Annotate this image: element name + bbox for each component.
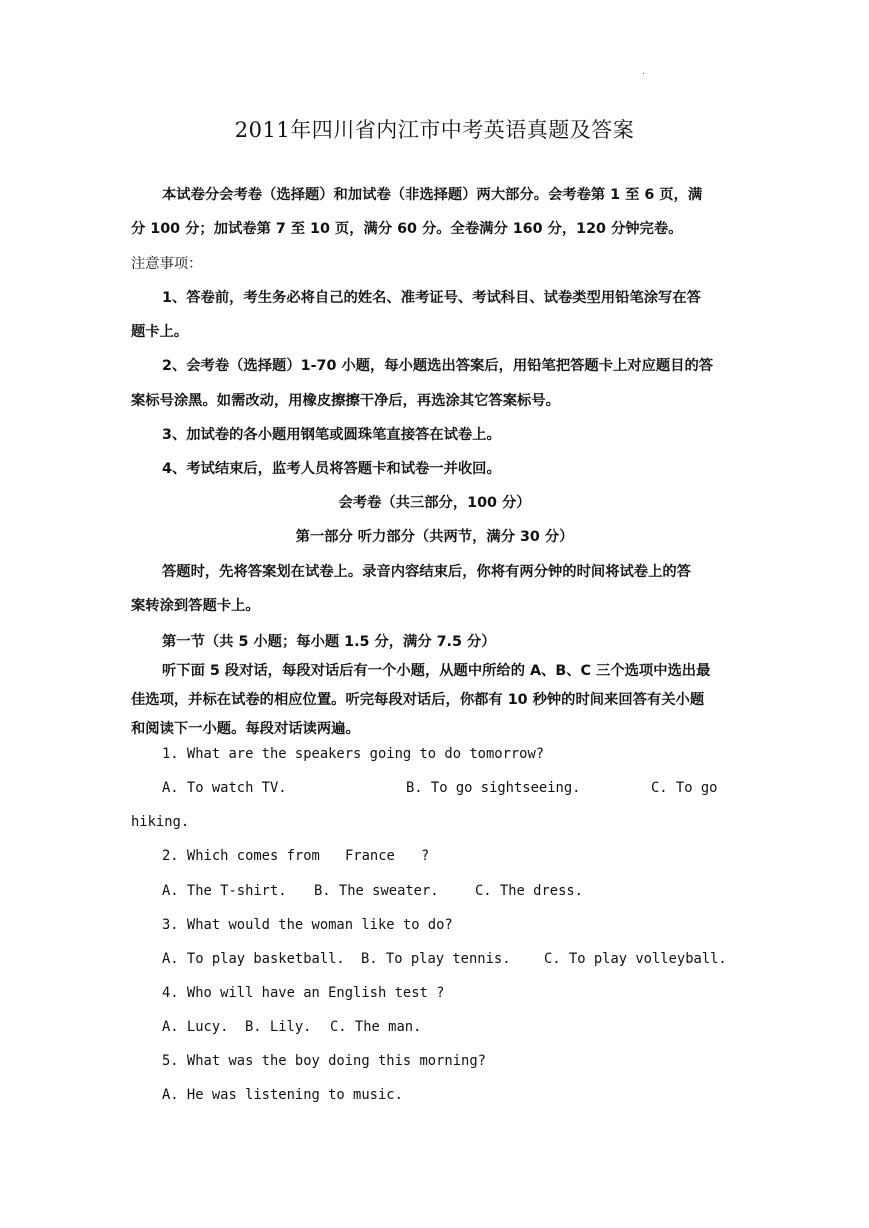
question-2-option-b: B. The sweater. xyxy=(314,883,439,899)
intro-line-1: 本试卷分会考卷（选择题）和加试卷（非选择题）两大部分。会考卷第 1 至 6 页，满 xyxy=(162,187,703,203)
question-3-option-c: C. To play volleyball. xyxy=(544,951,727,967)
question-3-option-b: B. To play tennis. xyxy=(361,951,511,967)
question-2-end: ? xyxy=(421,848,430,864)
question-5-option-a: A. He was listening to music. xyxy=(162,1087,403,1103)
question-2-option-c: C. The dress. xyxy=(475,883,583,899)
notice-line-5: 3、加试卷的各小题用钢笔或圆珠笔直接答在试卷上。 xyxy=(162,427,501,443)
part-title: 第一部分 听力部分（共两节，满分 30 分） xyxy=(295,529,574,545)
question-4-option-b: B. Lily. xyxy=(245,1019,312,1035)
page-title: 2011年四川省内江市中考英语真题及答案 xyxy=(234,118,635,142)
question-4: 4. Who will have an English test ? xyxy=(162,985,445,1001)
question-1: 1. What are the speakers going to do tomorrow? xyxy=(162,746,545,762)
question-2-country: France xyxy=(345,848,395,864)
intro-line-2: 分 100 分；加试卷第 7 至 10 页，满分 60 分。全卷满分 160 分，120 分钟完卷。 xyxy=(131,221,683,237)
question-3-option-a: A. To play basketball. xyxy=(162,951,345,967)
subsection-title: 第一节（共 5 小题；每小题 1.5 分，满分 7.5 分） xyxy=(162,634,496,650)
notice-heading: 注意事项： xyxy=(131,256,203,272)
subsection-instructions-line-3: 和阅读下一小题。每段对话读两遍。 xyxy=(131,721,360,737)
section-title: 会考卷（共三部分，100 分） xyxy=(338,495,531,511)
question-1-option-c-continued: hiking. xyxy=(131,814,190,830)
notice-line-2: 题卡上。 xyxy=(131,324,189,340)
corner-mark: . xyxy=(642,66,646,77)
notice-line-6: 4、考试结束后，监考人员将答题卡和试卷一并收回。 xyxy=(162,461,501,477)
part-instructions-line-2: 案转涂到答题卡上。 xyxy=(131,598,260,614)
question-2-option-a: A. The T-shirt. xyxy=(162,883,287,899)
question-3: 3. What would the woman like to do? xyxy=(162,917,453,933)
subsection-instructions-line-1: 听下面 5 段对话，每段对话后有一个小题，从题中所给的 A、B、C 三个选项中选出最 xyxy=(162,663,711,679)
question-1-option-c: C. To go xyxy=(651,780,718,796)
question-1-option-a: A. To watch TV. xyxy=(162,780,287,796)
part-instructions-line-1: 答题时，先将答案划在试卷上。录音内容结束后，你将有两分钟的时间将试卷上的答 xyxy=(162,564,691,580)
notice-line-1: 1、答卷前，考生务必将自己的姓名、准考证号、考试科目、试卷类型用铅笔涂写在答 xyxy=(162,290,701,306)
question-1-option-b: B. To go sightseeing. xyxy=(406,780,581,796)
question-4-option-a: A. Lucy. xyxy=(162,1019,229,1035)
subsection-instructions-line-2: 佳选项，并标在试卷的相应位置。听完每段对话后，你都有 10 秒钟的时间来回答有关小题 xyxy=(131,692,705,708)
notice-line-4: 案标号涂黑。如需改动，用橡皮擦擦干净后，再选涂其它答案标号。 xyxy=(131,393,560,409)
question-2-start: 2. Which comes from xyxy=(162,848,320,864)
question-4-option-c: C. The man. xyxy=(330,1019,422,1035)
notice-line-3: 2、会考卷（选择题）1-70 小题，每小题选出答案后，用铅笔把答题卡上对应题目的答 xyxy=(162,358,714,374)
question-5: 5. What was the boy doing this morning? xyxy=(162,1053,486,1069)
